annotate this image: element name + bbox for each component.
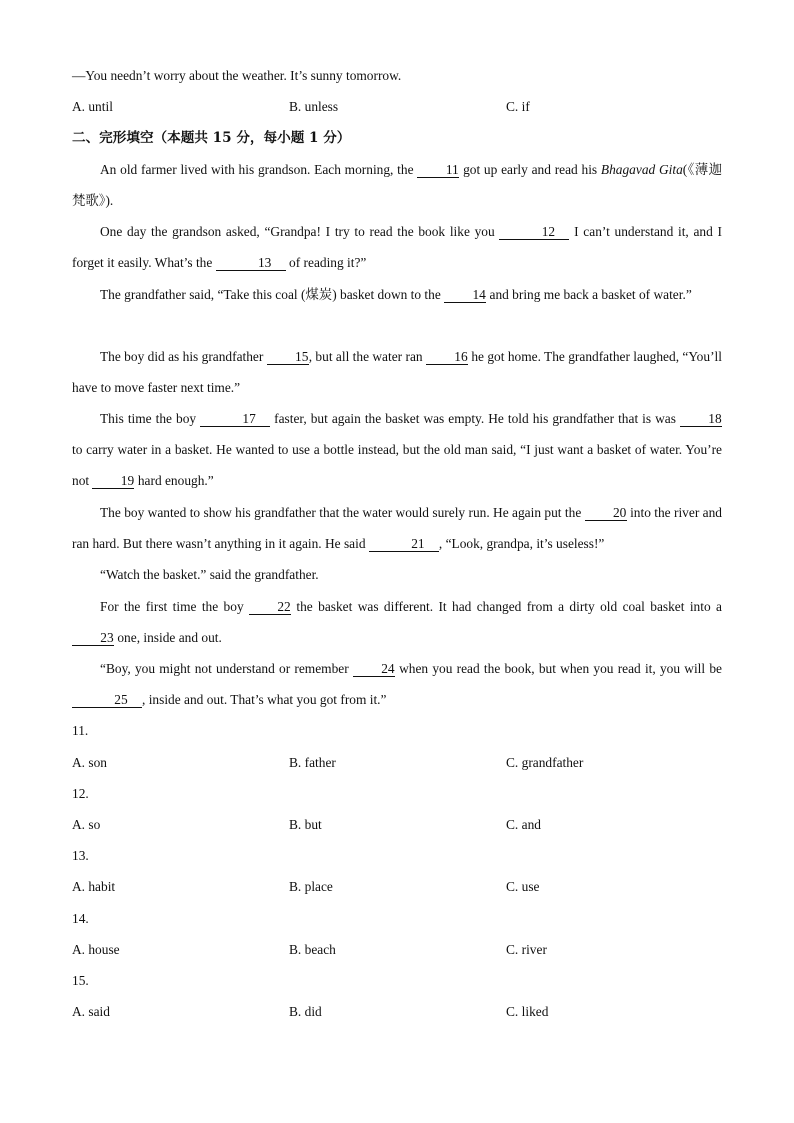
question-number: 14. — [72, 911, 89, 926]
option-a: A. until — [72, 99, 113, 114]
blank-17: 17 — [200, 411, 270, 427]
option-c: C. if — [506, 99, 530, 114]
option-b: B. did — [289, 1004, 322, 1019]
blank-19: 19 — [92, 473, 134, 489]
passage-paragraph-2: One day the grandson asked, “Grandpa! I try to read the book like you 12 I can’t understand it, and I forget it easily. What’s the 13 of reading it?” — [72, 224, 722, 271]
question-number: 11. — [72, 723, 89, 738]
option-a: A. son — [72, 755, 107, 770]
question-options — [72, 996, 722, 1027]
blank-18: 18 — [680, 411, 722, 427]
option-c: C. and — [506, 817, 541, 832]
passage-paragraph-4: The boy did as his grandfather 15, but all the water ran 16 he got home. The grandfather laughed, “You’ll have to move faster next time.” — [72, 349, 722, 396]
blank-11: 11 — [417, 162, 459, 178]
question-options — [72, 747, 722, 778]
option-c: C. liked — [506, 1004, 549, 1019]
option-b: B. father — [289, 755, 336, 770]
option-b: B. place — [289, 879, 333, 894]
blank-25: 25 — [72, 692, 142, 708]
passage-paragraph-6: The boy wanted to show his grandfather that the water would surely run. He again put the 20 into the river and ran hard. But there wasn’t anything in it again. He said 21 , “Look, grandpa, it’s useless!” — [72, 505, 722, 552]
option-c: C. grandfather — [506, 755, 584, 770]
passage-paragraph-5: This time the boy 17 faster, but again the basket was empty. He told his grandfather that is was 18 to carry water in a basket. He wanted to use a bottle instead, but the old man said, “I just want a basket of water. You’re not 19 hard enough.” — [72, 411, 722, 489]
question-options — [72, 809, 722, 840]
option-a: A. habit — [72, 879, 116, 894]
option-a: A. said — [72, 1004, 110, 1019]
prev-question-options — [72, 91, 722, 122]
section-heading: 二、完形填空（本题共 15 分，每小题 1 分） — [72, 130, 351, 146]
prev-question-stem: —You needn’t worry about the weather. It’s sunny tomorrow. — [72, 68, 402, 83]
question-number: 13. — [72, 848, 89, 863]
passage-paragraph-1: An old farmer lived with his grandson. Each morning, the 11 got up early and read his Bhagavad Gita(《薄迦梵歌》). — [72, 162, 722, 209]
passage-paragraph-9: “Boy, you might not understand or remember 24 when you read the book, but when you read it, you will be 25 , inside and out. That’s what you got from it.” — [72, 653, 722, 715]
option-b: B. beach — [289, 942, 336, 957]
option-c: C. use — [506, 879, 540, 894]
question-number: 15. — [72, 973, 89, 988]
question-options — [72, 934, 722, 965]
blank-22: 22 — [249, 599, 291, 615]
option-b: B. unless — [289, 99, 339, 114]
question-options — [72, 871, 722, 902]
blank-21: 21 — [369, 536, 439, 552]
blank-16: 16 — [426, 349, 468, 365]
blank-12: 12 — [499, 224, 569, 240]
option-a: A. so — [72, 817, 101, 832]
blank-24: 24 — [353, 661, 395, 677]
blank-15: 15 — [267, 349, 309, 365]
passage-paragraph-8: For the first time the boy 22 the basket was different. It had changed from a dirty old coal basket into a 23 one, inside and out. — [72, 591, 722, 653]
option-b: B. but — [289, 817, 322, 832]
option-a: A. house — [72, 942, 120, 957]
blank-13: 13 — [216, 255, 286, 271]
blank-14: 14 — [444, 287, 486, 303]
question-number: 12. — [72, 786, 89, 801]
blank-20: 20 — [585, 505, 627, 521]
blank-23: 23 — [72, 630, 114, 646]
passage-paragraph-3: The grandfather said, “Take this coal (煤炭) basket down to the 14 and bring me back a basket of water.” — [100, 287, 692, 302]
option-c: C. river — [506, 942, 547, 957]
passage-paragraph-7: “Watch the basket.” said the grandfather. — [100, 567, 319, 582]
book-title: Bhagavad Gita — [600, 162, 683, 177]
